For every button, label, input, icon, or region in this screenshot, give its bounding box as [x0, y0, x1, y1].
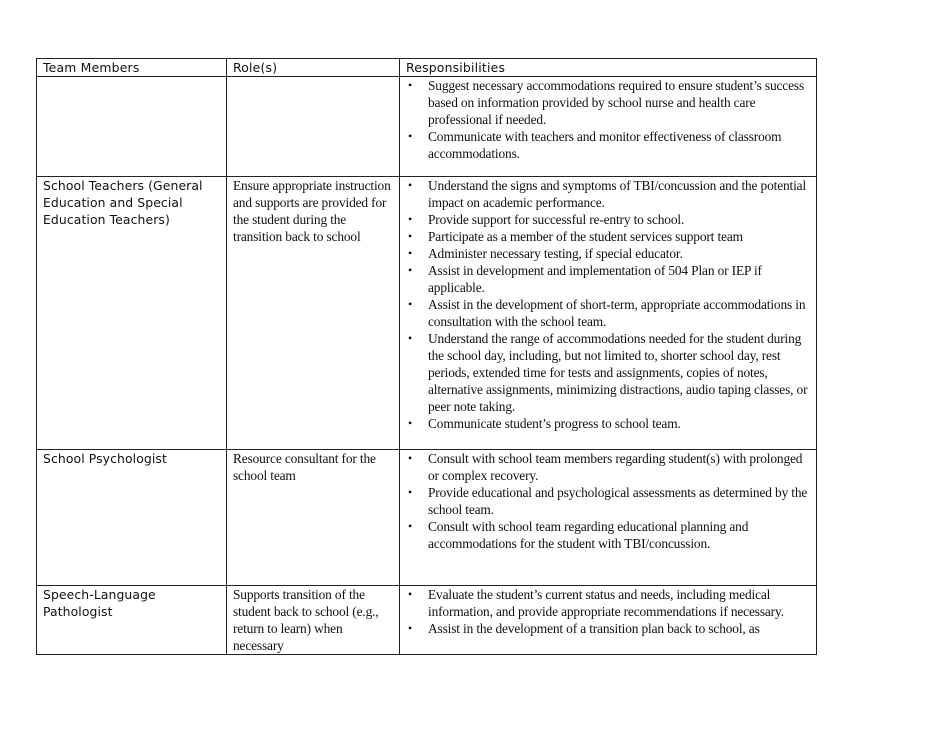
- header-roles: Role(s): [227, 59, 400, 77]
- team-member-cell: School Psychologist: [37, 450, 227, 586]
- header-responsibilities: Responsibilities: [400, 59, 817, 77]
- responsibility-item: • Assist in the development of a transition plan back to school, as: [406, 620, 810, 637]
- responsibility-item: • Assist in development and implementation of 504 Plan or IEP if applicable.: [406, 262, 810, 296]
- table-row: [37, 77, 817, 177]
- responsibilities-list: [406, 450, 810, 552]
- team-member-cell: School Teachers (General Education and Special Education Teachers): [37, 177, 227, 450]
- responsibilities-list: [406, 177, 810, 432]
- responsibility-item: • Evaluate the student’s current status and needs, including medical information, and provide appropriate recommendations if necessary.: [406, 586, 810, 620]
- header-team-members: Team Members: [37, 59, 227, 77]
- table-row: [37, 450, 817, 586]
- responsibilities-cell: [400, 450, 817, 586]
- responsibility-item: • Understand the signs and symptoms of TBI/concussion and the potential impact on academic performance.: [406, 177, 810, 211]
- responsibilities-list: [406, 586, 810, 637]
- responsibilities-cell: [400, 586, 817, 655]
- team-member-cell: Speech-Language Pathologist: [37, 586, 227, 655]
- role-cell: Resource consultant for the school team: [227, 450, 400, 586]
- team-responsibilities-table: [36, 58, 817, 655]
- role-cell: Supports transition of the student back to school (e.g., return to learn) when necessary: [227, 586, 400, 655]
- responsibility-item: • Communicate with teachers and monitor effectiveness of classroom accommodations.: [406, 128, 810, 162]
- responsibility-item: • Consult with school team regarding educational planning and accommodations for the student with TBI/concussion.: [406, 518, 810, 552]
- responsibility-item: • Suggest necessary accommodations required to ensure student’s success based on information provided by school nurse and health care professional if needed.: [406, 77, 810, 128]
- role-cell: [227, 77, 400, 177]
- team-member-cell: [37, 77, 227, 177]
- responsibilities-cell: [400, 177, 817, 450]
- responsibility-item: • Understand the range of accommodations needed for the student during the school day, including, but not limited to, shorter school day, rest periods, extended time for tests and assignments, copies of notes, alternative assignments, minimizing distractions, audio taping classes, or peer note taking.: [406, 330, 810, 415]
- table-row: [37, 177, 817, 450]
- responsibility-item: • Consult with school team members regarding student(s) with prolonged or complex recovery.: [406, 450, 810, 484]
- responsibility-item: • Assist in the development of short-term, appropriate accommodations in consultation with the school team.: [406, 296, 810, 330]
- responsibility-item: • Participate as a member of the student services support team: [406, 228, 810, 245]
- responsibility-item: • Administer necessary testing, if special educator.: [406, 245, 810, 262]
- responsibility-item: • Provide educational and psychological assessments as determined by the school team.: [406, 484, 810, 518]
- responsibilities-cell: [400, 77, 817, 177]
- responsibilities-list: [406, 77, 810, 162]
- table-header-row: [37, 59, 817, 77]
- role-cell: Ensure appropriate instruction and supports are provided for the student during the transition back to school: [227, 177, 400, 450]
- table-row: [37, 586, 817, 655]
- responsibility-item: • Communicate student’s progress to school team.: [406, 415, 810, 432]
- responsibility-item: • Provide support for successful re-entry to school.: [406, 211, 810, 228]
